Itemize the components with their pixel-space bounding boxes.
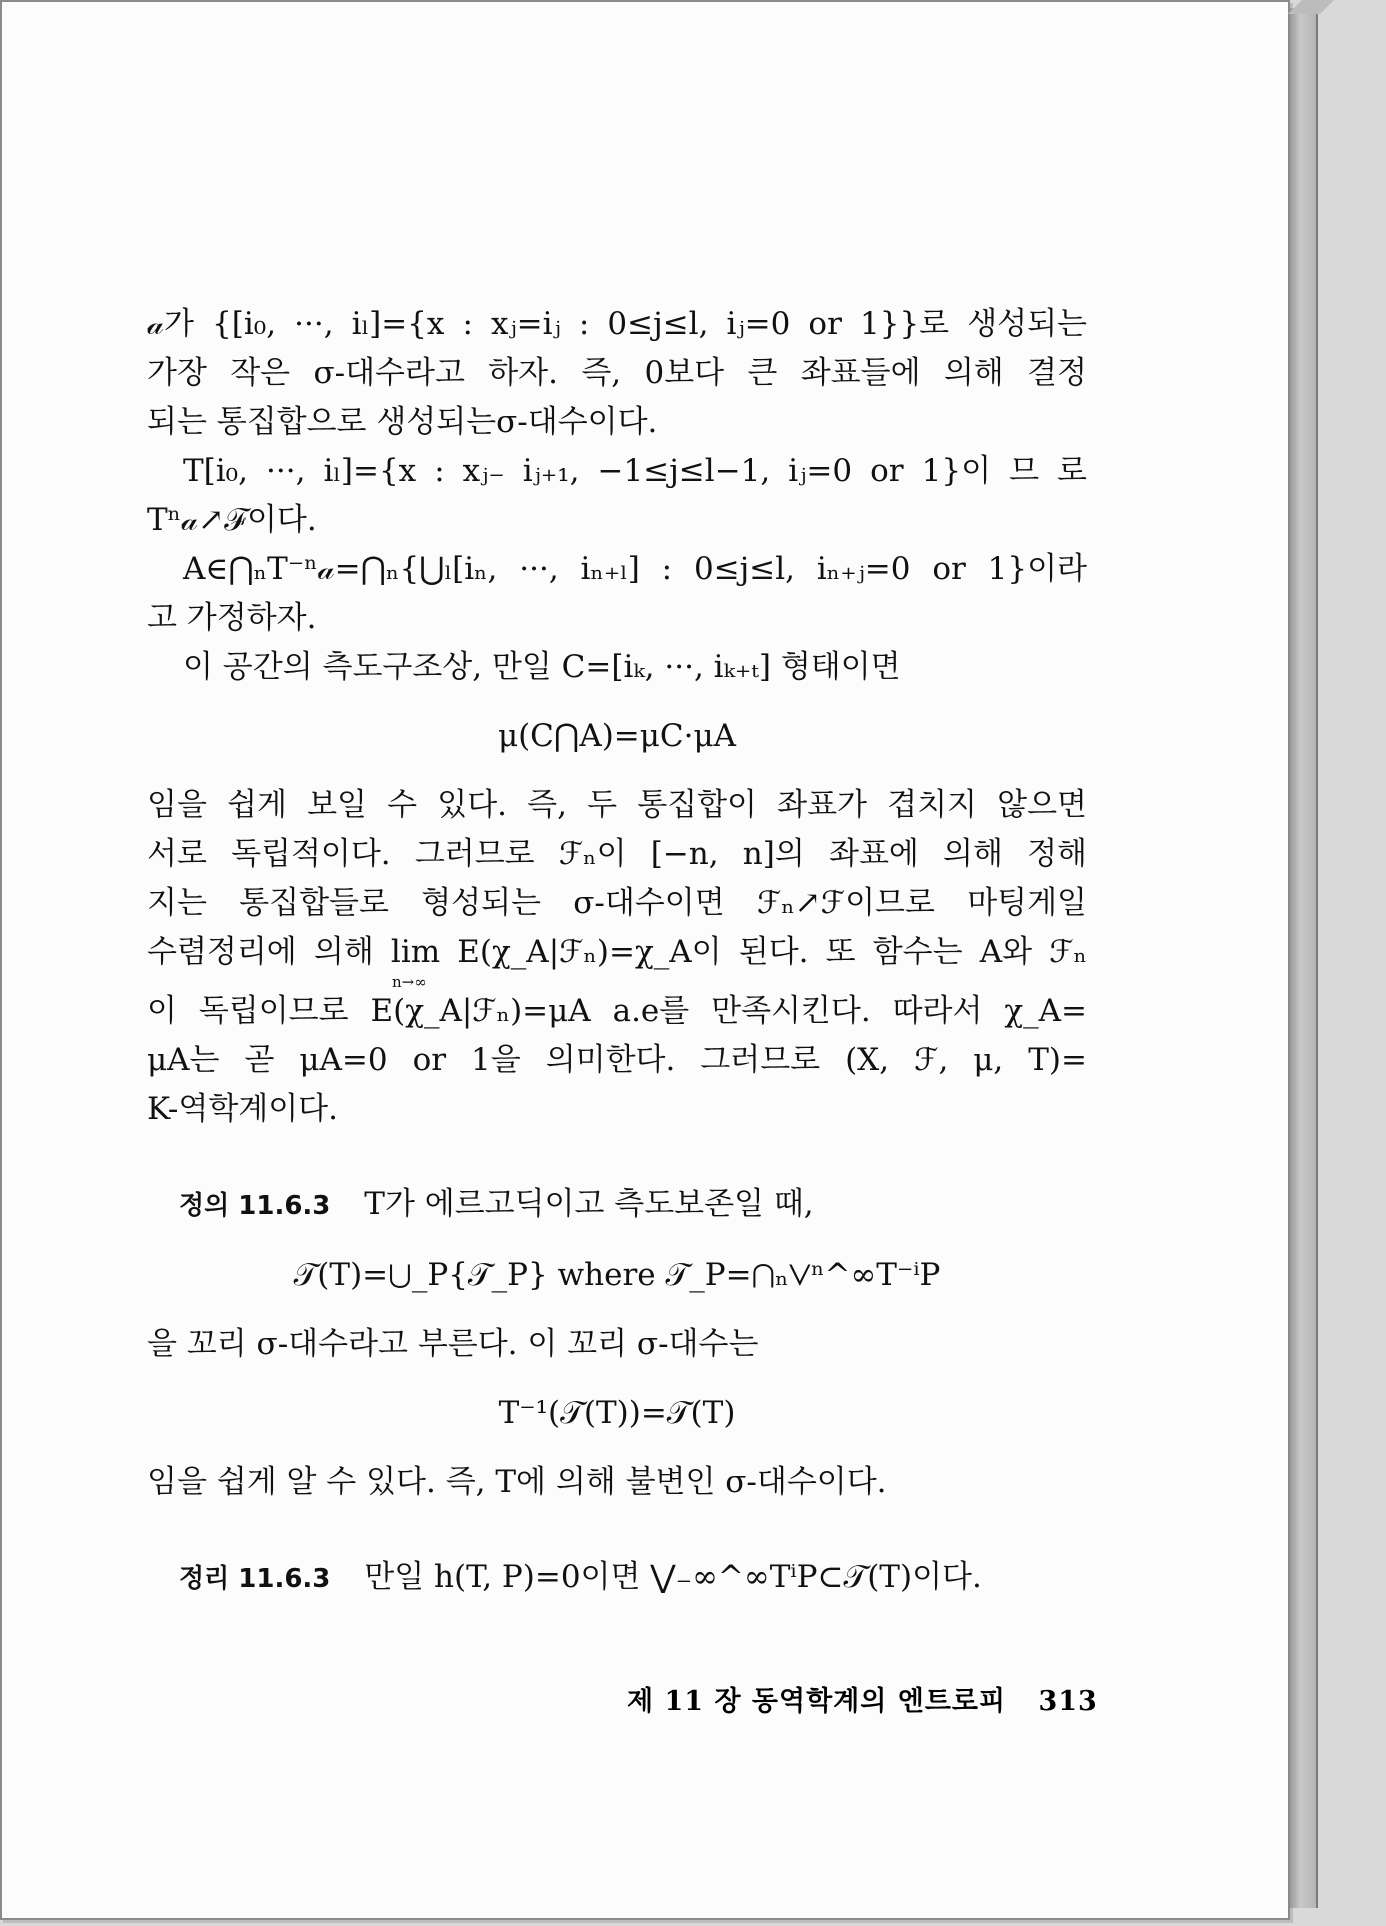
page-stack-corner	[1288, 0, 1334, 14]
paragraph-line: 이 독립이므로 E(χ_A|ℱₙ)=μA a.e를 만족시킨다. 따라서 χ_A=	[147, 993, 1087, 1029]
theorem-text: 만일 h(T, P)=0이면 ⋁₋∞^∞TⁱP⊂𝒯(T)이다.	[364, 1559, 982, 1595]
paragraph-line: 가장 작은 σ-대수라고 하자. 즉, 0보다 큰 좌표들에 의해 결정	[147, 355, 1087, 391]
definition-text: T가 에르고딕이고 측도보존일 때,	[364, 1186, 814, 1222]
paragraph-line: 이 공간의 측도구조상, 만일 C=[iₖ, ···, iₖ₊ₜ] 형태이면	[183, 649, 901, 685]
paragraph-line: 지는 통집합들로 형성되는 σ-대수이면 ℱₙ↗ℱ이므로 마팅게일	[147, 885, 1087, 921]
equation-invariance: T⁻¹(𝒯(T))=𝒯(T)	[498, 1395, 736, 1431]
paragraph-line: 임을 쉽게 알 수 있다. 즉, T에 의해 불변인 σ-대수이다.	[147, 1464, 887, 1500]
page-body	[147, 300, 1087, 1604]
theorem-heading	[147, 1553, 1087, 1604]
paragraph-line: μA는 곧 μA=0 or 1을 의미한다. 그러므로 (X, ℱ, μ, T)=	[147, 1042, 1087, 1078]
paragraph-line: 수렴정리에 의해 lim E(χ_A|ℱₙ)=χ_A이 된다. 또 함수는 A와 ℱₙ	[147, 934, 1087, 970]
paragraph-line: K-역학계이다.	[147, 1091, 338, 1127]
limit-subscript: n→∞	[392, 973, 427, 991]
paragraph-line: T[i₀, ···, iₗ]={x : xⱼ₋ iⱼ₊₁, −1≤j≤l−1, iⱼ=0 or 1}이 므 로	[183, 453, 1087, 489]
paragraph-line: Tⁿ𝒶↗ℱ이다.	[147, 502, 317, 538]
equation-independence: μ(C⋂A)=μC·μA	[497, 718, 737, 754]
running-footer	[627, 1679, 1098, 1718]
paragraph-line: A∈⋂ₙT⁻ⁿ𝒶=⋂ₙ{⋃ₗ[iₙ, ···, iₙ₊ₗ] : 0≤j≤l, iₙ₊ⱼ=0 or 1}이라	[183, 551, 1087, 587]
theorem-label: 정리 11.6.3	[179, 1564, 331, 1594]
paragraph-line: 고 가정하자.	[147, 600, 317, 636]
equation-tail-algebra: 𝒯(T)=⋃_P{𝒯_P} where 𝒯_P=⋂ₙ⋁ⁿ^∞T⁻ⁱP	[293, 1257, 941, 1293]
definition-heading	[147, 1180, 1087, 1231]
paragraph-line: 서로 독립적이다. 그러므로 ℱₙ이 [−n, n]의 좌표에 의해 정해	[147, 836, 1087, 872]
paragraph-line: 임을 쉽게 보일 수 있다. 즉, 두 통집합이 좌표가 겹치지 않으면	[147, 787, 1087, 823]
running-title: 제 11 장 동역학계의 엔트로피	[627, 1686, 1007, 1717]
page-number: 313	[1038, 1686, 1098, 1717]
paragraph-line: 을 꼬리 σ-대수라고 부른다. 이 꼬리 σ-대수는	[147, 1326, 759, 1362]
paragraph-line: 되는 통집합으로 생성되는σ-대수이다.	[147, 404, 658, 440]
paragraph-line: 𝒶가 {[i₀, ···, iₗ]={x : xⱼ=iⱼ : 0≤j≤l, iⱼ=0 or 1}}로 생성되는	[147, 306, 1087, 342]
definition-label: 정의 11.6.3	[179, 1191, 331, 1221]
page-stack-edge	[1290, 8, 1318, 1908]
